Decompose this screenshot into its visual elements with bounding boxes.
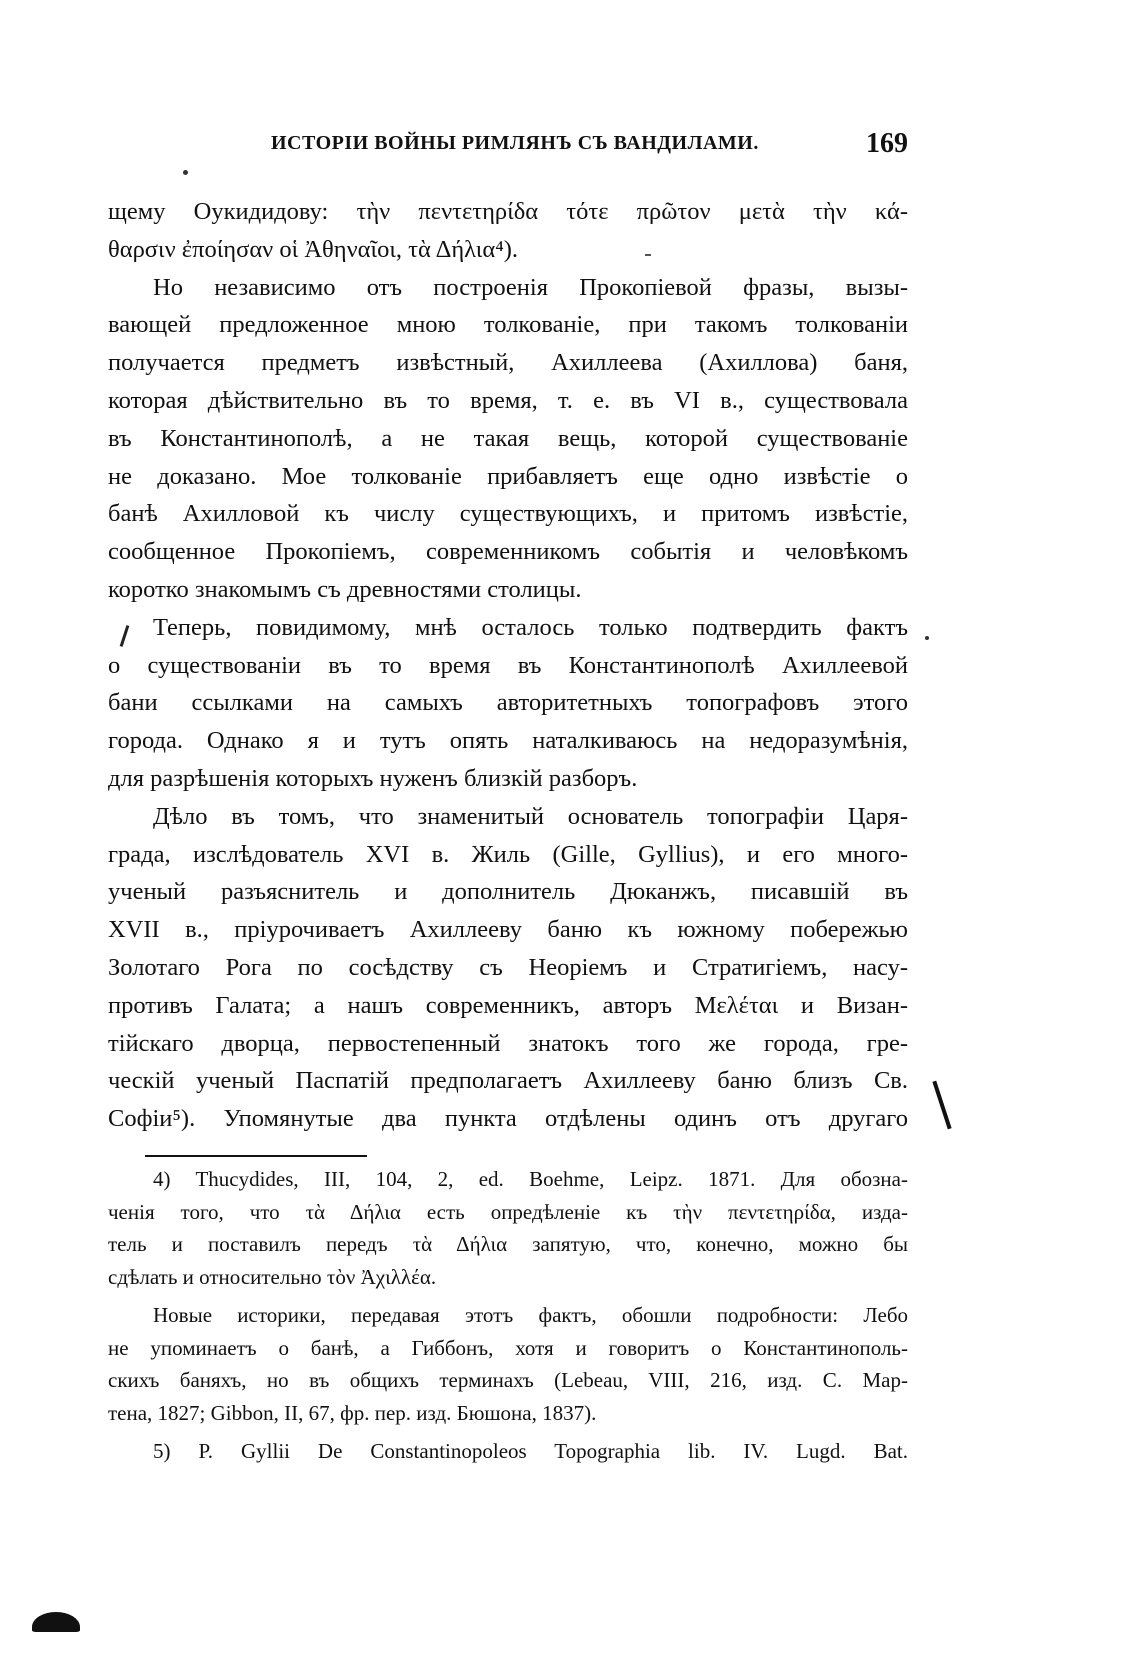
text-line: тійскаго дворца, первостепенный знатокъ того же города, гре- [108, 1029, 908, 1057]
footnote-5-line: 5) P. Gyllii De Constantinopoleos Topographia lib. IV. Lugd. Bat. [153, 1439, 908, 1463]
footnote-4-line: сдѣлать и относительно τὸν Ἀχιλλέα. [108, 1264, 437, 1289]
text-line: получается предметъ извѣстный, Ахиллеева (Ахиллова) баня, [108, 349, 908, 377]
page-number: 169 [866, 128, 908, 159]
text-line: которая дѣйствительно въ то время, т. е. въ VI в., существовала [108, 386, 908, 414]
text-line: Софіи⁵). Упомянутые два пункта отдѣлены одинъ отъ другаго [108, 1105, 908, 1133]
text-line: о существованіи въ то время въ Константинополѣ Ахиллеевой [108, 651, 908, 679]
footnote-4-continued-line: скихъ баняхъ, но въ общихъ терминахъ (Lebeau, VIII, 216, изд. С. Мар- [108, 1368, 908, 1392]
text-line: ческій ученый Паспатій предполагаетъ Ахиллееву баню близъ Св. [108, 1067, 908, 1095]
paragraph-start-line: Дѣло въ томъ, что знаменитый основатель топографіи Царя- [153, 802, 908, 830]
text-line: банѣ Ахилловой къ числу существующихъ, и притомъ извѣстіе, [108, 500, 908, 528]
text-line: Золотаго Рога по сосѣдству съ Неоріемъ и Стратигіемъ, насу- [108, 953, 908, 981]
text-line: коротко знакомымъ съ древностями столицы. [108, 575, 582, 603]
pencil-margin-mark [932, 1081, 951, 1130]
footnote-4-continued-line: не упоминаетъ о банѣ, а Гиббонъ, хотя и говоритъ о Константинополь- [108, 1335, 908, 1360]
footnote-4-continued-line: Новые историки, передавая этотъ фактъ, обошли подробности: Лебо [153, 1303, 908, 1327]
paragraph-start-line: Теперь, повидимому, мнѣ осталось только подтвердить фактъ [153, 613, 908, 641]
text-line: града, изслѣдователь XVI в. Жиль (Gille, Gyllius), и его много- [108, 840, 908, 868]
running-title: ИСТОРІИ ВОЙНЫ РИМЛЯНЪ СЪ ВАНДИЛАМИ. [271, 132, 759, 154]
ink-speck [925, 636, 929, 640]
paragraph-start-line: Но независимо отъ построенія Прокопіевой фразы, вызы- [153, 273, 908, 301]
footnote-4-line: 4) Thucydides, III, 104, 2, ed. Boehme, Leipz. 1871. Для обозна- [153, 1167, 908, 1191]
footnote-4-continued-line: тена, 1827; Gibbon, II, 67, фр. пер. изд. Бюшона, 1837). [108, 1400, 597, 1425]
text-line: противъ Галата; а нашъ современникъ, авторъ Μελέται и Визан- [108, 991, 908, 1019]
text-line: вающей предложенное мною толкованіе, при такомъ толкованіи [108, 311, 908, 339]
ink-blot [32, 1612, 80, 1632]
text-line: для разрѣшенія которыхъ нуженъ близкій разборъ. [108, 764, 638, 792]
ink-speck [183, 170, 188, 175]
text-line: бани ссылками на самыхъ авторитетныхъ топографовъ этого [108, 689, 908, 717]
footnote-4-line: тель и поставилъ передъ τὰ Δήλια запятую, что, конечно, можно бы [108, 1232, 908, 1256]
text-line: сообщенное Прокопіемъ, современникомъ событія и человѣкомъ [108, 538, 908, 566]
text-line: въ Константинополѣ, а не такая вещь, которой существованіе [108, 424, 908, 452]
footnote-4-line: ченія того, что τὰ Δήλια есть опредѣленіе къ τὴν πεντετηρίδα, изда- [108, 1199, 908, 1224]
footnote-separator [145, 1155, 367, 1157]
text-line: не доказано. Мое толкованіе прибавляетъ еще одно извѣстіе о [108, 462, 908, 490]
body-text [108, 193, 908, 1138]
footnotes [108, 1163, 908, 1468]
text-line: XVII в., пріурочиваетъ Ахиллееву баню къ южному побережью [108, 916, 908, 944]
text-line: θαρσιν ἐποίησαν οἱ Ἀθηναῖοι, τὰ Δήλια⁴). [108, 235, 519, 263]
text-line: щему Оукидидову: τὴν πεντετηρίδα τότε πρῶτον μετὰ τὴν κά- [108, 198, 908, 225]
text-line: ученый разъяснитель и дополнитель Дюканжъ, писавшій въ [108, 878, 908, 906]
text-line: города. Однако я и тутъ опять наталкиваюсь на недоразумѣнія, [108, 727, 908, 755]
